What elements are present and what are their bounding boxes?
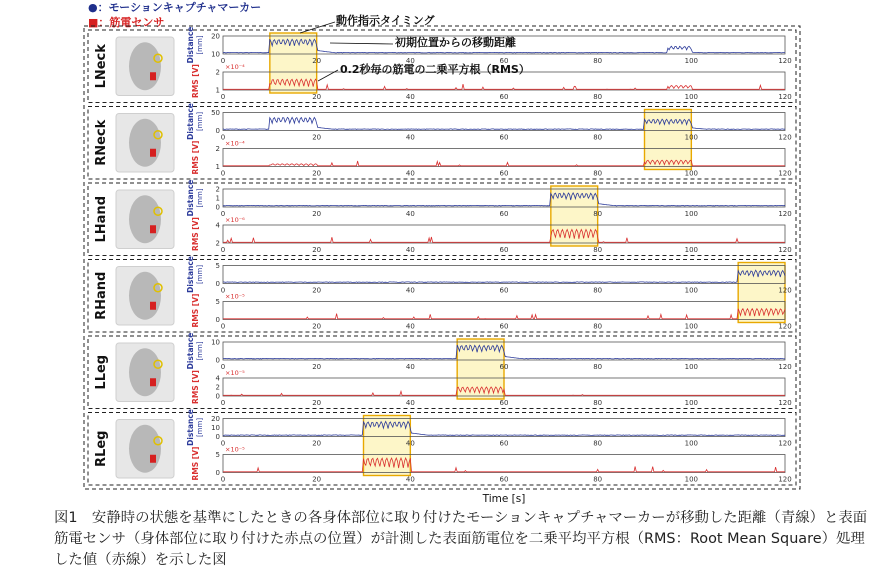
x-tick-label: 80 [593,363,603,371]
x-tick-label: 40 [405,399,415,407]
x-tick-label: 80 [593,133,603,142]
rms-line [223,230,785,243]
x-tick-label: 120 [778,133,792,142]
x-tick-label: 40 [405,363,415,371]
distance-tick-label: 0 [215,433,220,441]
body-silhouette [129,348,161,396]
x-tick-label: 120 [778,363,792,371]
x-tick-label: 20 [312,246,322,254]
x-tick-label: 80 [593,210,603,218]
x-tick-label: 100 [684,210,699,218]
x-tick-label: 60 [499,93,509,101]
x-tick-label: 60 [499,363,509,371]
distance-ylabel: Distance [186,26,195,64]
x-tick-label: 60 [499,439,509,448]
emg-sensor [150,302,156,310]
x-tick-label: 100 [684,439,699,448]
x-tick-label: 80 [593,322,603,331]
rms-tick-label: 0 [215,392,220,401]
x-tick-label: 60 [499,246,509,254]
x-axis-label: Time [s] [482,493,526,505]
distance-tick-label: 0 [215,127,220,135]
distance-tick-label: 10 [211,338,220,347]
distance-axes [223,189,785,207]
rms-tick-label: 2 [215,383,220,392]
x-tick-label: 120 [778,57,792,65]
x-tick-label: 100 [684,322,699,331]
x-tick-label: 40 [405,169,415,178]
emg-sensor [150,225,156,233]
figure-caption: 図1 安静時の状態を基準にしたときの各身体部位に取り付けたモーションキャプチャマーカーが移動した距離（青線）と表面筋電センサ（身体部位に取り付けた赤点の位置）が計測した表面筋電位を二乗平均平方根（RMS：Root Mean Square）処理した値（赤線）を示した図 [54,510,868,568]
x-tick-label: 20 [312,93,322,101]
panel-label: RNeck [94,119,109,166]
body-photo [116,343,174,402]
body-silhouette [129,272,161,320]
distance-tick-label: 20 [211,32,220,41]
x-tick-label: 100 [684,169,699,178]
x-tick-label: 0 [220,399,226,407]
x-tick-label: 0 [220,93,226,101]
x-tick-label: 20 [312,210,322,218]
panel-lhand [88,180,796,256]
x-tick-label: 20 [312,399,322,407]
x-tick-label: 80 [593,475,603,484]
x-tick-label: 80 [593,169,603,178]
distance-tick-label: 20 [211,415,220,423]
rms-axes [223,225,785,243]
distance-tick-label: 10 [211,424,220,432]
rms-tick-label: 4 [215,221,220,230]
distance-line [223,422,785,436]
distance-axes [223,266,785,284]
rms-exponent: ×10⁻⁵ [225,445,245,454]
distance-tick-label: 1 [215,194,220,203]
x-tick-label: 80 [593,246,603,254]
x-tick-label: 60 [499,57,509,65]
x-tick-label: 100 [684,363,699,371]
x-tick-label: 40 [405,133,415,142]
rms-exponent: ×10⁻⁵ [225,292,245,301]
distance-ylabel: Distance [186,332,195,370]
x-tick-label: 0 [220,439,226,448]
rms-ylabel: RMS [V] [191,140,200,175]
rms-tick-label: 5 [215,451,220,459]
x-tick-label: 120 [778,322,792,331]
x-tick-label: 100 [684,93,699,101]
rms-exponent: ×10⁻⁶ [225,216,245,224]
distance-unit: [mm] [196,111,204,132]
x-tick-label: 40 [405,210,415,218]
rms-ylabel: RMS [V] [191,293,200,328]
rms-exponent: ×10⁻⁴ [225,63,245,71]
distance-tick-label: 2 [215,185,220,194]
x-tick-label: 120 [778,246,792,254]
rms-tick-label: 0 [215,469,220,477]
x-tick-label: 60 [499,399,509,407]
distance-tick-label: 0 [215,203,220,212]
x-tick-label: 20 [312,57,322,65]
x-tick-label: 120 [778,399,792,407]
x-tick-label: 0 [220,363,226,371]
x-tick-label: 0 [220,322,226,331]
x-tick-label: 60 [499,133,509,142]
distance-tick-label: 50 [211,109,220,117]
body-silhouette [129,119,161,167]
x-tick-label: 20 [312,322,322,331]
x-tick-label: 60 [499,475,509,484]
rms-axes [223,149,785,167]
x-tick-label: 40 [405,57,415,65]
distance-unit: [mm] [196,35,204,55]
rms-line [223,309,785,319]
distance-tick-label: 0 [215,280,220,288]
rms-ylabel: RMS [V] [191,64,200,98]
annotation-timing-arrow [300,22,335,33]
panel-rleg [88,409,796,485]
panel-label: RHand [94,271,109,320]
rms-tick-label: 4 [215,374,220,383]
emg-sensor [150,455,156,463]
body-photo [116,114,174,173]
distance-ylabel: Distance [186,409,195,446]
x-tick-label: 80 [593,57,603,65]
x-tick-label: 40 [405,93,415,101]
panel-label: LNeck [94,44,109,89]
x-tick-label: 100 [684,475,699,484]
distance-line [223,193,785,206]
distance-line [223,117,785,129]
body-silhouette [129,42,161,90]
distance-axes [223,419,785,437]
rms-tick-label: 1 [215,163,220,171]
x-tick-label: 20 [312,475,322,484]
x-tick-label: 80 [593,93,603,101]
distance-tick-label: 0 [215,356,220,365]
rms-tick-label: 0 [215,316,220,324]
panel-rhand [88,256,796,332]
x-tick-label: 40 [405,322,415,331]
x-tick-label: 80 [593,399,603,407]
annotation-distance: 初期位置からの移動距離 [395,36,516,49]
rms-line [223,458,785,472]
body-silhouette [129,425,161,473]
distance-ylabel: Distance [186,103,195,140]
x-tick-label: 60 [499,322,509,331]
rms-tick-label: 2 [215,68,220,77]
annotation-distance-arrow [330,43,393,44]
panel-label: RLeg [94,430,109,467]
x-tick-label: 120 [778,439,792,448]
x-tick-label: 0 [220,210,226,218]
x-tick-label: 0 [220,57,226,65]
body-photo [116,420,174,479]
x-tick-label: 20 [312,286,322,295]
x-tick-label: 40 [405,475,415,484]
x-tick-label: 120 [778,169,792,178]
panel-rneck [88,103,796,179]
emg-sensor [150,72,156,80]
x-tick-label: 80 [593,439,603,448]
distance-ylabel: Distance [186,256,195,293]
legend-emg: ■：筋電センサ [88,16,165,29]
distance-line [223,270,785,282]
x-tick-label: 120 [778,210,792,218]
rms-tick-label: 1 [215,86,220,95]
x-tick-label: 100 [684,133,699,142]
x-tick-label: 20 [312,439,322,448]
body-silhouette [129,195,161,243]
rms-axes [223,455,785,473]
annotation-rms: 0.2秒毎の筋電の二乗平方根（RMS） [340,63,530,76]
x-tick-label: 120 [778,475,792,484]
panel-lleg [88,333,796,409]
x-tick-label: 60 [499,169,509,178]
distance-tick-label: 5 [215,262,220,270]
x-tick-label: 120 [778,286,792,295]
x-tick-label: 40 [405,246,415,254]
emg-sensor [150,378,156,386]
body-photo [116,190,174,249]
x-tick-label: 100 [684,246,699,254]
x-tick-label: 0 [220,169,226,178]
x-tick-label: 20 [312,363,322,371]
body-photo [116,37,174,96]
legend-marker: ●：モーションキャプチャマーカー [88,1,262,14]
x-tick-label: 0 [220,246,226,254]
annotation-timing: 動作指示タイミング [336,14,435,27]
distance-unit: [mm] [196,264,204,285]
x-tick-label: 100 [684,57,699,65]
x-tick-label: 40 [405,286,415,295]
rms-ylabel: RMS [V] [191,370,200,404]
x-tick-label: 100 [684,399,699,407]
rms-ylabel: RMS [V] [191,217,200,251]
x-tick-label: 80 [593,286,603,295]
rms-exponent: ×10⁻⁵ [225,369,245,377]
x-tick-label: 100 [684,286,699,295]
distance-unit: [mm] [196,188,204,208]
distance-ylabel: Distance [186,179,195,217]
x-tick-label: 20 [312,169,322,178]
rms-tick-label: 2 [215,145,220,153]
x-tick-label: 0 [220,475,226,484]
x-tick-label: 20 [312,133,322,142]
rms-exponent: ×10⁻⁴ [225,139,245,148]
rms-tick-label: 5 [215,298,220,306]
x-tick-label: 0 [220,286,226,295]
distance-tick-label: 10 [211,50,220,59]
x-tick-label: 40 [405,439,415,448]
panel-label: LLeg [94,354,109,390]
x-tick-label: 60 [499,286,509,295]
distance-unit: [mm] [196,417,204,438]
x-tick-label: 120 [778,93,792,101]
x-tick-label: 60 [499,210,509,218]
rms-ylabel: RMS [V] [191,446,200,481]
emg-sensor [150,149,156,157]
distance-unit: [mm] [196,341,204,361]
rms-tick-label: 2 [215,239,220,248]
x-tick-label: 0 [220,133,226,142]
body-photo [116,267,174,326]
rms-line [223,160,785,166]
panel-label: LHand [94,196,109,243]
